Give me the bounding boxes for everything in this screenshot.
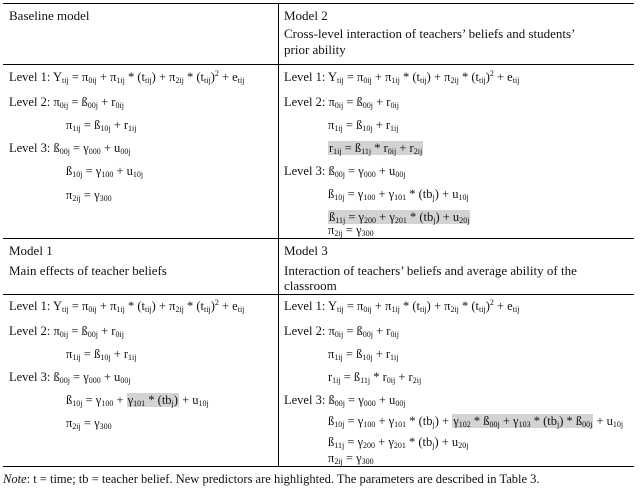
model3-header: Model 3 <box>284 243 328 258</box>
baseline-level2: Level 2: $\pi_{0ij}$ = $ß_{00j} + r_{0ij}$ <box>9 95 124 110</box>
highlighted-predictor: $\gamma_{102}$ * $ß_{00j} + \gamma_{103} * (tb_j)$ * $ß_{00j}$ <box>453 414 593 429</box>
baseline-level3-pi2: $\pi_{2ij} = \gamma_{300}$ <box>66 188 112 203</box>
model3-level2-pi1: $\pi_{1ij}$ = $ß_{10j} + r_{1ij}$ <box>328 347 399 362</box>
model3-level3: Level 3: $ß_{00j} = \gamma_{000} + u_{00j}$ <box>284 393 406 408</box>
baseline-level2-pi1: $\pi_{1ij}$ = $ß_{10j} + r_{1ij}$ <box>66 118 137 133</box>
model2-level3-b10: $ß_{10j} = \gamma_{100} + \gamma_{101} * (tb_j) + u_{10j}$ <box>328 187 469 202</box>
note-text: : t = time; tb = teacher belief. New predictors are highlighted. The parameters are described in Table 3. <box>26 472 540 486</box>
model3-level3-pi2: $\pi_{2ij} = \gamma_{300}$ <box>328 451 374 466</box>
baseline-level1: Level 1: $Y_{tij} = \pi_{0ij} + \pi_{1ij} * (t_{tij}) + \pi_{2ij} * (t_{tij})^2 + e_{tij}$ <box>9 69 245 85</box>
model1-level2: Level 2: $\pi_{0ij}$ = $ß_{00j} + r_{0ij}$ <box>9 324 124 339</box>
model1-level3-b10: $ß_{10j} = \gamma_{100} + \gamma_{101} * (tb_j) + u_{10j}$ <box>66 393 209 408</box>
model2-header: Model 2 <box>284 8 328 23</box>
highlighted-predictor: $ß_{11j} = \gamma_{200} + \gamma_{201} * (tb_j) + u_{20j}$ <box>329 210 470 225</box>
baseline-model-header: Baseline model <box>9 8 90 23</box>
model3-level1: Level 1: $Y_{tij} = \pi_{0ij} + \pi_{1ij} * (t_{tij}) + \pi_{2ij} * (t_{tij})^2 + e_{tij}$ <box>284 298 520 314</box>
row-divider <box>3 64 634 65</box>
row-divider <box>3 238 634 239</box>
baseline-level3: Level 3: $ß_{00j} = \gamma_{000} + u_{00j}$ <box>9 141 131 156</box>
model1-level1: Level 1: $Y_{tij} = \pi_{0ij} + \pi_{1ij} * (t_{tij}) + \pi_{2ij} * (t_{tij})^2 + e_{tij}$ <box>9 298 245 314</box>
model2-subtitle-cont: prior ability <box>284 42 346 57</box>
model1-header: Model 1 <box>9 243 53 258</box>
model3-subtitle: Interaction of teachers’ beliefs and average ability of the <box>284 263 577 278</box>
model2-level1: Level 1: $Y_{tij} = \pi_{0ij} + \pi_{1ij} * (t_{tij}) + \pi_{2ij} * (t_{tij})^2 + e_{tij}$ <box>284 69 520 85</box>
model2-level3-pi2: $\pi_{2ij} = \gamma_{300}$ <box>328 223 374 238</box>
model2-level2-pi1: $\pi_{1ij}$ = $ß_{10j} + r_{1ij}$ <box>328 118 399 133</box>
highlighted-predictor: $r_{1ij}$ = $ß_{11j} * r_{0ij} + r_{2ij}$ <box>329 141 423 156</box>
model1-level2-pi1: $\pi_{1ij}$ = $ß_{10j} + r_{1ij}$ <box>66 347 137 362</box>
model2-level2: Level 2: $\pi_{0ij}$ = $ß_{00j} + r_{0ij}$ <box>284 95 399 110</box>
row-divider <box>3 294 634 295</box>
table-note <box>3 472 540 487</box>
note-label: Note <box>3 472 27 486</box>
models-table <box>3 3 634 467</box>
baseline-level3-b10: $ß_{10j} = \gamma_{100} + u_{10j}$ <box>66 164 144 179</box>
model2-subtitle: Cross-level interaction of teachers’ beliefs and students’ <box>284 26 576 41</box>
model1-level3-pi2: $\pi_{2ij} = \gamma_{300}$ <box>66 416 112 431</box>
model3-level2-r1: $r_{1ij}$ = $ß_{11j} * r_{0ij} + r_{2ij}$ <box>328 370 422 385</box>
model3-subtitle-cont: classroom <box>284 278 337 293</box>
model3-level3-b11: $ß_{11j} = \gamma_{200} + \gamma_{201} * (tb_j) + u_{20j}$ <box>328 435 469 450</box>
model2-level3: Level 3: $ß_{00j} = \gamma_{000} + u_{00j}$ <box>284 164 406 179</box>
highlighted-predictor: $\gamma_{101} * (tb_j)$ <box>127 393 178 408</box>
model2-level2-r1 <box>328 141 423 156</box>
model1-subtitle: Main effects of teacher beliefs <box>9 263 167 278</box>
model1-level3: Level 3: $ß_{00j} = \gamma_{000} + u_{00j}$ <box>9 370 131 385</box>
model3-level3-b10: $ß_{10j} = \gamma_{100} + \gamma_{101} * (tb_j) + \gamma_{102}$ * $ß_{00j} + \gamma_{103} * (tb_j)$ * $ß_{00j} + u_{10j}$ <box>328 414 624 429</box>
model3-level2: Level 2: $\pi_{0ij}$ = $ß_{00j} + r_{0ij}$ <box>284 324 399 339</box>
column-divider <box>278 4 279 466</box>
